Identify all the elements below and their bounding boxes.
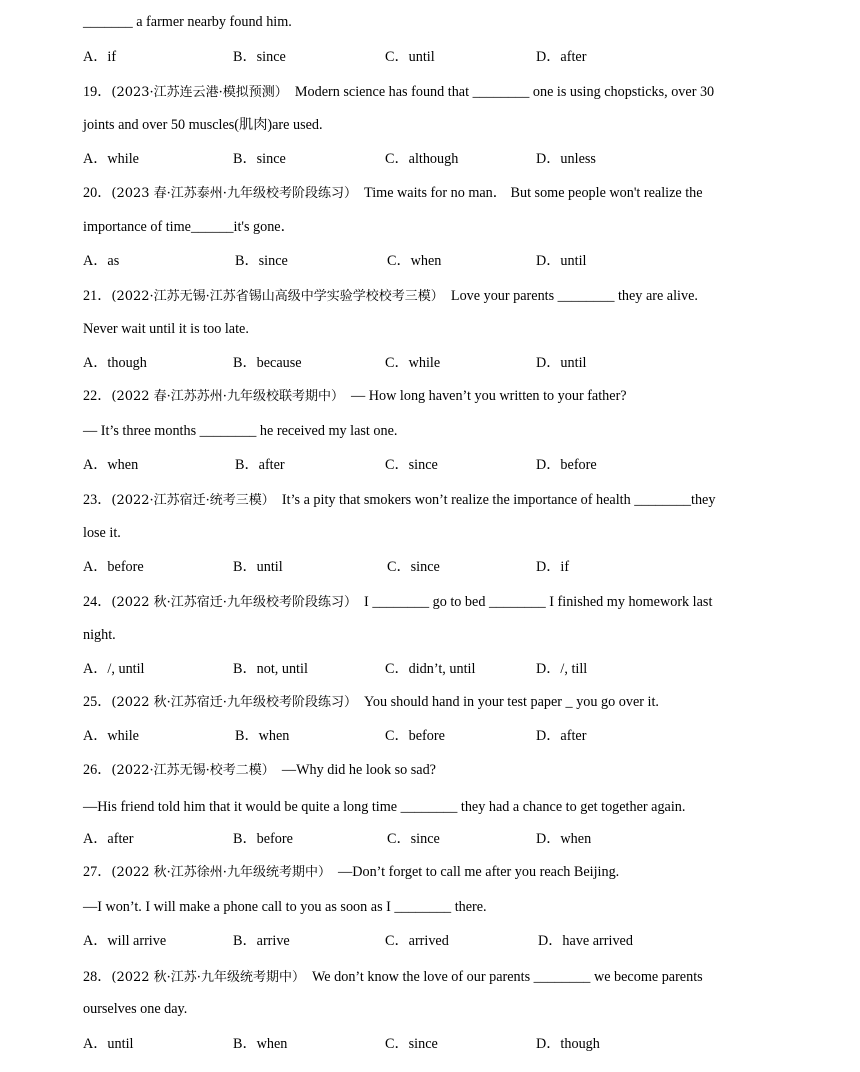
option-d: D．after — [536, 49, 587, 65]
option-d: D．after — [536, 728, 587, 744]
question-27-line-1 — [83, 863, 619, 882]
option-d: D．if — [536, 559, 570, 575]
question-stem: —Why did he look so sad? — [281, 762, 436, 778]
question-stem-line: — It’s three months ________ he received my last one. — [83, 423, 398, 439]
option-d: D．unless — [536, 151, 596, 167]
question-stem-line: joints and over 50 muscles(肌肉)are used. — [83, 117, 323, 133]
option-d: D．when — [536, 831, 592, 847]
question-stem: — How long haven’t you written to your father? — [351, 388, 627, 404]
question-23-line-1 — [83, 491, 715, 510]
question-source: (2022·江苏无锡·江苏省锡山高级中学实验学校校考三模） — [111, 289, 444, 304]
question-stem-line: Never wait until it is too late. — [83, 321, 249, 337]
question-number: 26． — [83, 762, 112, 778]
option-d: D．before — [536, 457, 597, 473]
option-a: A．while — [83, 728, 139, 744]
option-d: D．until — [536, 355, 587, 371]
option-c: C．arrived — [385, 933, 449, 949]
option-d: D．/, till — [536, 661, 588, 677]
question-source: (2022 秋·江苏徐州·九年级统考期中） — [111, 865, 331, 880]
option-c: C．until — [385, 49, 435, 65]
question-source: (2022 秋·江苏·九年级统考期中） — [111, 970, 305, 985]
question-20-line-1 — [83, 184, 703, 203]
option-b: B．arrive — [233, 933, 290, 949]
option-b: B．before — [233, 831, 293, 847]
question-number: 22． — [83, 388, 112, 404]
question-stem-line: lose it. — [83, 525, 121, 541]
question-stem-line: importance of time______it's gone． — [83, 219, 295, 235]
question-stem-line: —His friend told him that it would be quite a long time ________ they had a chance to get together again. — [83, 799, 686, 815]
question-number: 24． — [83, 594, 112, 610]
option-a: A．though — [83, 355, 147, 371]
question-number: 21． — [83, 288, 112, 304]
question-26-line-1 — [83, 761, 436, 780]
question-stem: Love your parents ________ they are alive. — [450, 288, 698, 304]
option-c: C．when — [387, 253, 442, 269]
question-source: (2023 春·江苏泰州·九年级校考阶段练习） — [111, 186, 357, 201]
question-source: (2022·江苏无锡·校考二模） — [111, 763, 275, 778]
option-d: D．until — [536, 253, 587, 269]
question-number: 23． — [83, 492, 112, 508]
question-source: (2023·江苏连云港·模拟预测） — [111, 85, 288, 100]
question-19-line-1 — [83, 83, 714, 102]
option-c: C．since — [387, 559, 440, 575]
question-22-line-1 — [83, 387, 627, 406]
option-a: A．after — [83, 831, 134, 847]
option-c: C．since — [385, 457, 438, 473]
question-number: 19． — [83, 84, 112, 100]
question-source: (2022 春·江苏苏州·九年级校联考期中） — [111, 389, 344, 404]
question-number: 20． — [83, 185, 112, 201]
option-b: B．since — [235, 253, 288, 269]
option-a: A．until — [83, 1036, 134, 1052]
option-a: A．will arrive — [83, 933, 167, 949]
question-source: (2022·江苏宿迁·统考三模） — [111, 493, 275, 508]
question-stem: We don’t know the love of our parents ________ we become parents — [312, 969, 703, 985]
option-a: A．as — [83, 253, 120, 269]
option-d: D．have arrived — [538, 933, 633, 949]
question-21-line-1 — [83, 287, 698, 306]
option-d: D．though — [536, 1036, 600, 1052]
option-b: B．since — [233, 151, 286, 167]
question-stem-line: night. — [83, 627, 116, 643]
option-c: C．since — [387, 831, 440, 847]
option-c: C．before — [385, 728, 445, 744]
question-stem-line: —I won’t. I will make a phone call to you as soon as I ________ there. — [83, 899, 487, 915]
option-c: C．while — [385, 355, 441, 371]
question-number: 25． — [83, 694, 112, 710]
option-b: B．not, until — [233, 661, 308, 677]
option-c: C．didn’t, until — [385, 661, 476, 677]
question-24-line-1 — [83, 593, 712, 612]
question-number: 28． — [83, 969, 112, 985]
question-stem: You should hand in your test paper _ you go over it. — [364, 694, 659, 710]
option-c: C．although — [385, 151, 459, 167]
question-source: (2022 秋·江苏宿迁·九年级校考阶段练习） — [111, 595, 357, 610]
option-b: B．until — [233, 559, 283, 575]
option-b: B．after — [235, 457, 285, 473]
question-source: (2022 秋·江苏宿迁·九年级校考阶段练习） — [111, 695, 357, 710]
question-stem: Modern science has found that ________ one is using chopsticks, over 30 — [294, 84, 715, 100]
option-b: B．because — [233, 355, 302, 371]
question-stem-line: _______ a farmer nearby found him. — [83, 14, 292, 30]
option-a: A．/, until — [83, 661, 145, 677]
option-c: C．since — [385, 1036, 438, 1052]
question-stem: I ________ go to bed ________ I finished my homework last — [364, 594, 713, 610]
question-stem-line: ourselves one day. — [83, 1001, 188, 1017]
question-stem: Time waits for no man． But some people won't realize the — [364, 185, 703, 201]
option-a: A．while — [83, 151, 139, 167]
question-28-line-1 — [83, 968, 703, 987]
question-number: 27． — [83, 864, 112, 880]
question-stem: —Don’t forget to call me after you reach Beijing. — [338, 864, 620, 880]
option-a: A．before — [83, 559, 144, 575]
option-a: A．when — [83, 457, 139, 473]
option-b: B．when — [233, 1036, 288, 1052]
option-a: A．if — [83, 49, 117, 65]
question-stem: It’s a pity that smokers won’t realize the importance of health ________they — [281, 492, 716, 508]
option-b: B．since — [233, 49, 286, 65]
question-25-line-1 — [83, 693, 659, 712]
option-b: B．when — [235, 728, 290, 744]
